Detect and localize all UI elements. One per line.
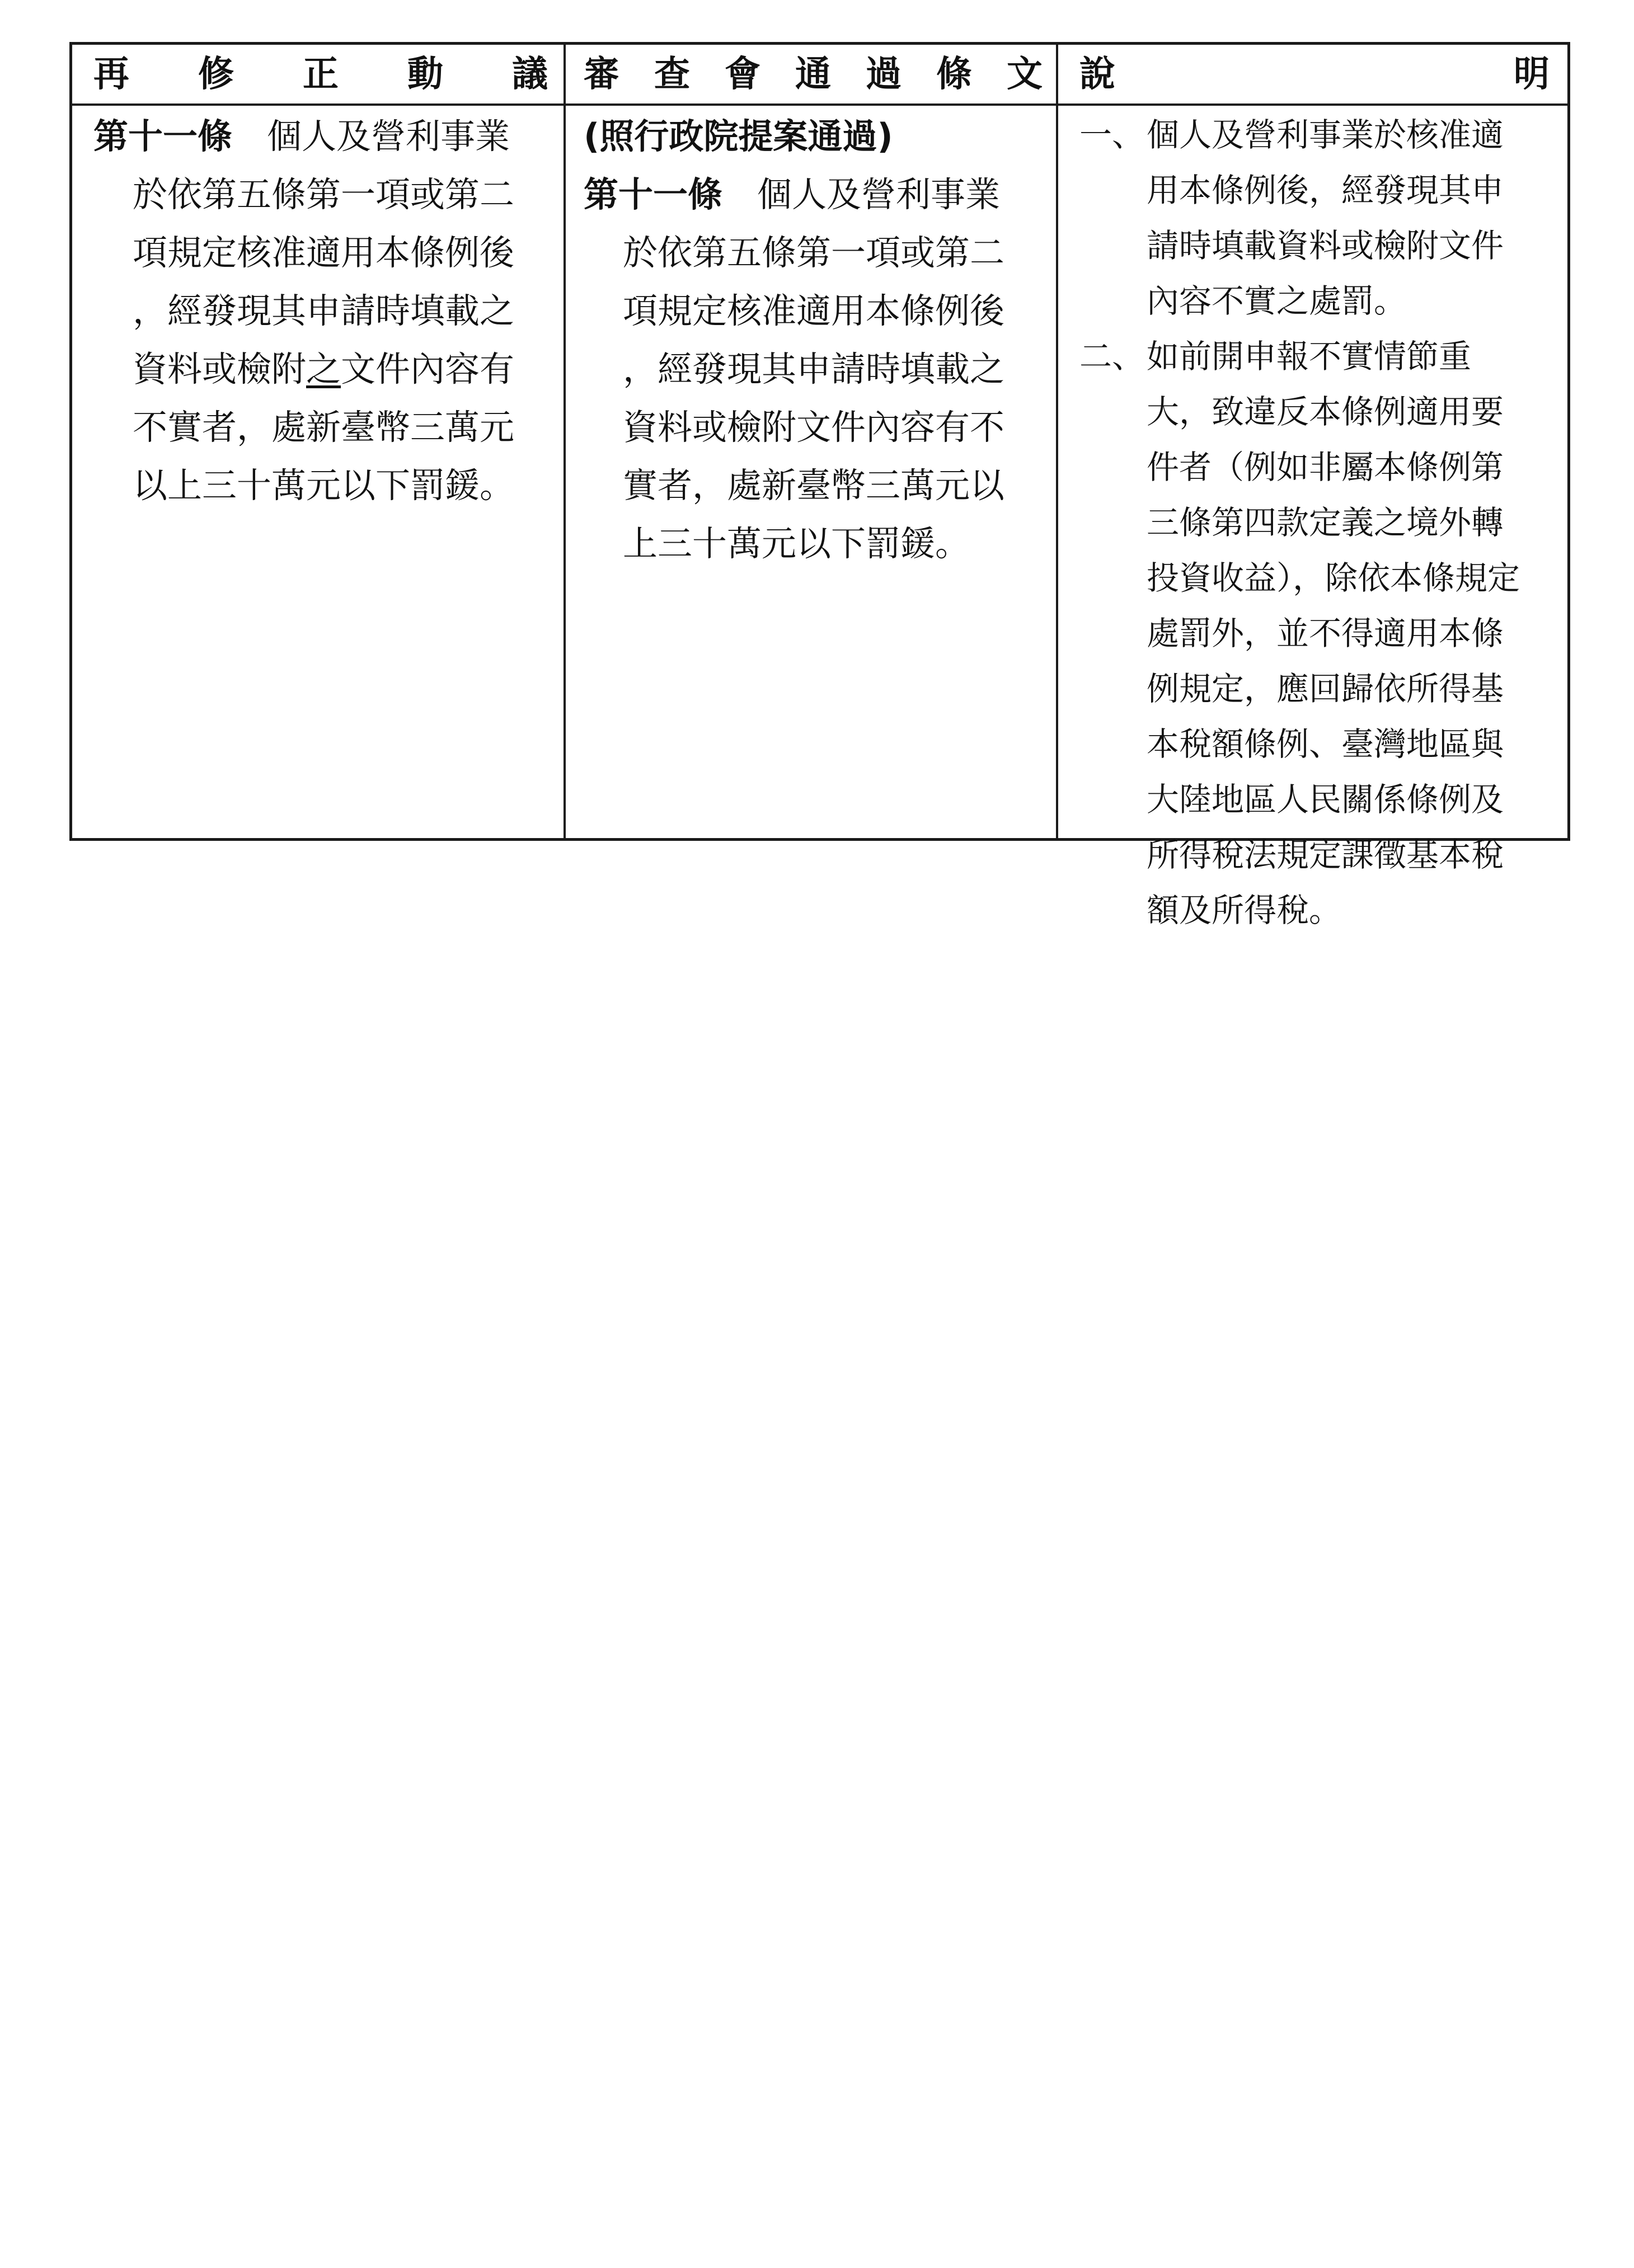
header-col-revision-motion [93, 45, 548, 103]
item-line: 例規定，應回歸依所得基 [1147, 670, 1504, 708]
item-number: 一、 [1079, 116, 1145, 154]
revision-motion-text [93, 107, 558, 515]
article-text-line: 資料或檢附文件內容有不 [623, 407, 1005, 448]
explanation-item [1079, 107, 1561, 329]
item-line: 內容不實之處罰。 [1147, 282, 1407, 320]
item-line: 大陸地區人民關係條例及 [1147, 780, 1504, 818]
column-divider-1 [564, 45, 566, 838]
article-text-line: 項規定核准適用本條例後 [623, 290, 1005, 331]
item-line: 所得稅法規定課徵基本稅 [1147, 836, 1504, 874]
article-text-line: 項規定核准適用本條例後 [133, 232, 515, 273]
article-text: 個人及營利事業 [757, 174, 1001, 215]
header-char: 說 [1079, 53, 1115, 95]
header-char: 文 [1007, 53, 1043, 95]
header-char: 議 [512, 53, 548, 95]
header-char: 審 [584, 53, 619, 95]
item-line: 如前開申報不實情節重 [1147, 337, 1472, 375]
header-char: 修 [198, 53, 234, 95]
article-text-line: 上三十萬元以下罰鍰。 [623, 523, 970, 564]
item-line: 本稅額條例、臺灣地區與 [1147, 725, 1504, 763]
item-line: 額及所得稅。 [1147, 891, 1342, 929]
comparison-table [69, 42, 1570, 929]
item-line: 投資收益），除依本條規定 [1147, 559, 1520, 597]
header-col-explanation [1079, 45, 1550, 103]
item-line: 個人及營利事業於核准適 [1147, 116, 1504, 154]
header-char: 正 [303, 53, 339, 95]
item-line: 請時填載資料或檢附文件 [1147, 227, 1504, 265]
underlined-amendment: 之 [306, 349, 341, 389]
column-divider-2 [1056, 45, 1058, 838]
header-char: 通 [795, 53, 831, 95]
article-label: 第十一條 [93, 116, 233, 157]
header-char: 條 [936, 53, 972, 95]
header-char: 動 [407, 53, 443, 95]
article-text: 個人及營利事業 [267, 116, 510, 157]
adoption-note: (照行政院提案通過) [584, 116, 893, 157]
item-text [1147, 107, 1504, 329]
article-text-line: 不實者，處新臺幣三萬元 [133, 407, 515, 448]
header-char: 明 [1514, 53, 1550, 95]
header-char: 查 [654, 53, 690, 95]
committee-text [584, 107, 1048, 573]
header-char: 過 [866, 53, 901, 95]
item-line: 用本條例後，經發現其申 [1147, 171, 1504, 209]
article-text-line: 於依第五條第一項或第二 [133, 174, 515, 215]
header-char: 再 [93, 53, 129, 95]
article-text-line [93, 340, 558, 398]
item-text [1147, 329, 1520, 938]
text-segment: 資料或檢附 [133, 349, 307, 389]
explanation-item [1079, 329, 1561, 938]
article-text-line: 實者，處新臺幣三萬元以 [623, 465, 1005, 506]
item-line: 三條第四款定義之境外轉 [1147, 504, 1504, 542]
article-line [584, 166, 1048, 224]
article-text-line: 以上三十萬元以下罰鍰。 [133, 465, 515, 506]
item-number: 二、 [1079, 337, 1145, 375]
header-char: 會 [725, 53, 760, 95]
header-divider [72, 103, 1567, 106]
explanation-text [1079, 107, 1561, 938]
article-text-line: ，經發現其申請時填載之 [133, 290, 515, 331]
article-text-line: ，經發現其申請時填載之 [623, 349, 1005, 389]
article-line [93, 107, 558, 166]
item-line: 處罰外，並不得適用本條 [1147, 614, 1504, 652]
article-label: 第十一條 [584, 174, 723, 215]
item-line: 件者（例如非屬本條例第 [1147, 448, 1504, 486]
text-segment: 文件內容有 [341, 349, 515, 389]
article-text-line: 於依第五條第一項或第二 [623, 232, 1005, 273]
header-col-committee-text [584, 45, 1043, 103]
item-line: 大，致違反本條例適用要 [1147, 393, 1504, 431]
